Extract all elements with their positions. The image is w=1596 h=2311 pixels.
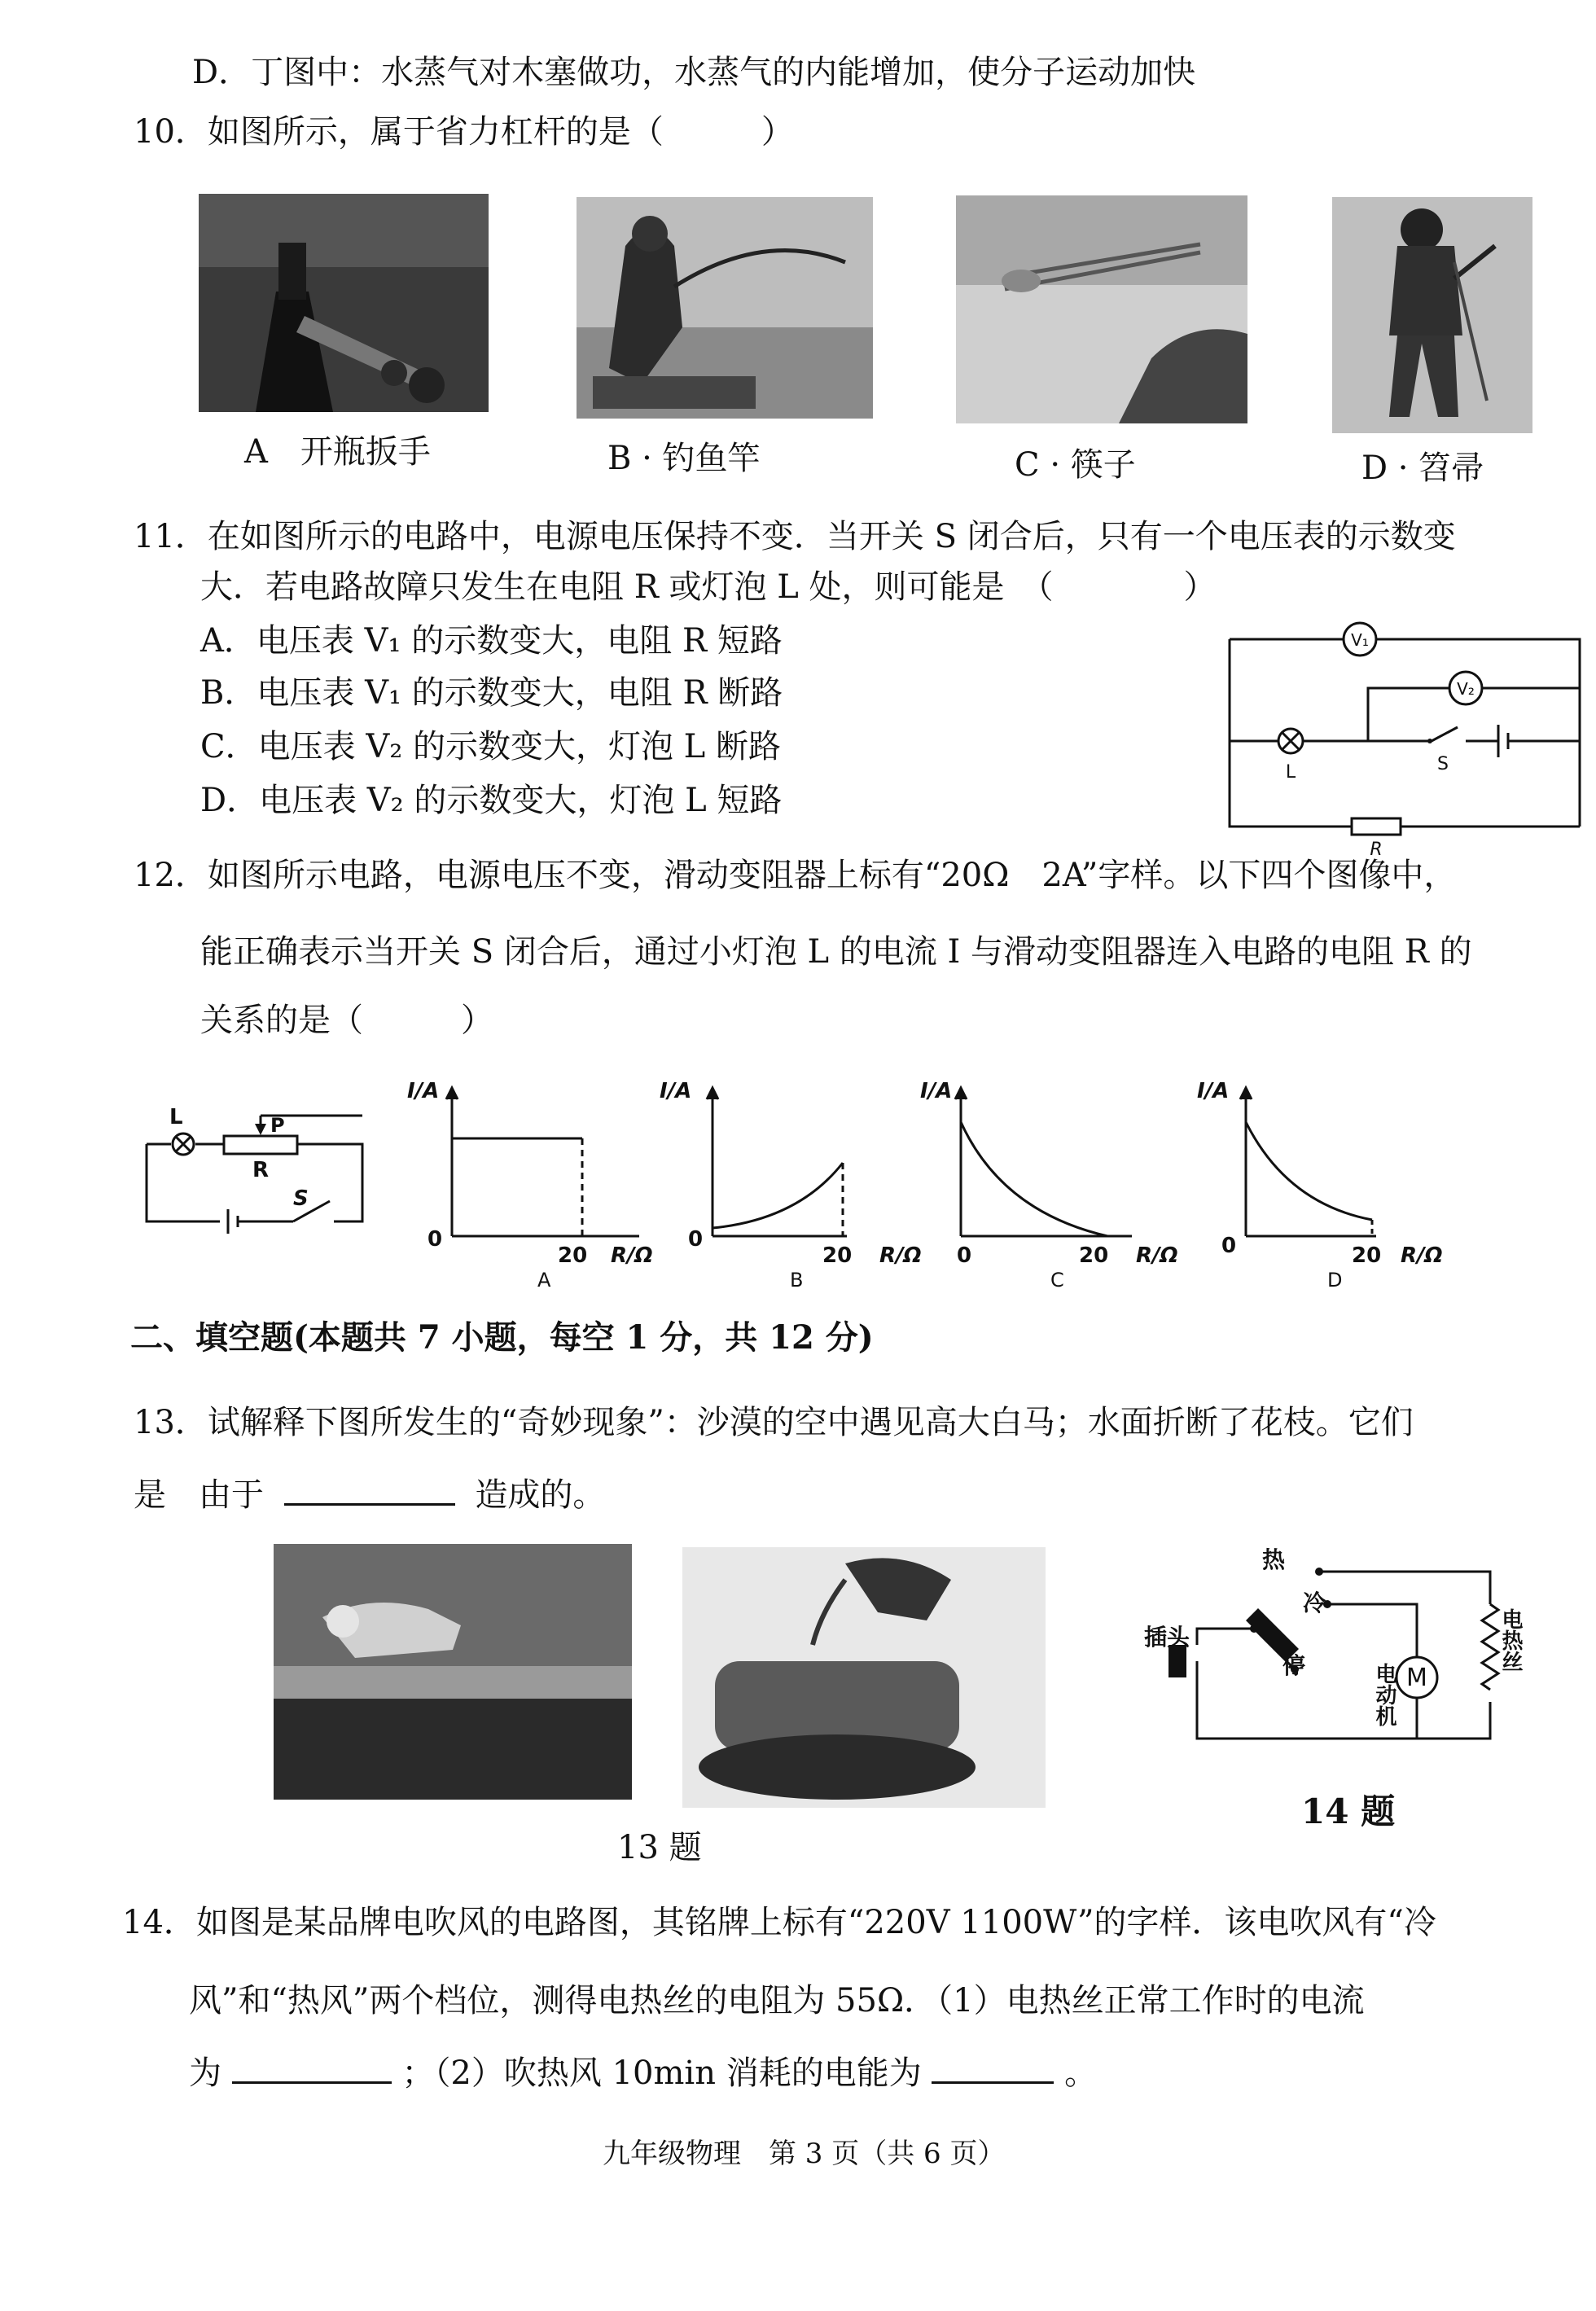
q11-stem-line1: 11．在如图所示的电路中，电源电压保持不变．当开关 S 闭合后，只有一个电压表的示数变 bbox=[134, 518, 1456, 555]
graph-a-ylabel: I/A bbox=[407, 1079, 440, 1103]
q10-caption-c: C · 筷子 bbox=[1015, 446, 1136, 484]
q11-label-switch: S bbox=[1437, 754, 1449, 774]
q11-option-c: C．电压表 V₂ 的示数变大，灯泡 L 断路 bbox=[200, 728, 781, 765]
q10-caption-d: D · 笤帚 bbox=[1361, 449, 1484, 487]
q14-line1: 14．如图是某品牌电吹风的电路图，其铭牌上标有“220V 1100W”的字样．该电吹风有“冷 bbox=[122, 1904, 1436, 1941]
q12-circuit-diagram bbox=[130, 1099, 383, 1238]
graph-b-origin: 0 bbox=[688, 1227, 704, 1252]
q12-label-switch: S bbox=[293, 1186, 309, 1211]
graph-c-origin: 0 bbox=[957, 1243, 972, 1268]
q12-line1: 12．如图所示电路，电源电压不变，滑动变阻器上标有“20Ω 2A”字样。以下四个图像中， bbox=[134, 857, 1457, 894]
photo-bent-branch bbox=[682, 1547, 1046, 1808]
q14-line3-suffix: 。 bbox=[1064, 2054, 1098, 2092]
graph-b-xtick: 20 bbox=[822, 1243, 853, 1268]
q11-stem-line2: 大．若电路故障只发生在电阻 R 或灯泡 L 处，则可能是 （ ） bbox=[200, 568, 1217, 606]
q10-caption-b: B · 钓鱼竿 bbox=[607, 440, 761, 477]
q13-line1: 13．试解释下图所发生的“奇妙现象”：沙漠的空中遇见高大白马；水面折断了花枝。它们 bbox=[134, 1404, 1414, 1441]
q11-option-a: A．电压表 V₁ 的示数变大，电阻 R 短路 bbox=[200, 622, 783, 660]
q12-line3: 关系的是（ ） bbox=[200, 1002, 493, 1039]
graph-a-xlabel: R/Ω bbox=[611, 1243, 653, 1268]
graph-a-label: A bbox=[537, 1269, 551, 1291]
q11-option-d: D．电压表 V₂ 的示数变大，灯泡 L 短路 bbox=[200, 782, 783, 819]
q11-option-b: B．电压表 V₁ 的示数变大，电阻 R 断路 bbox=[200, 674, 783, 712]
graph-b bbox=[651, 1073, 945, 1301]
page-footer: 九年级物理 第 3 页（共 6 页） bbox=[603, 2138, 1006, 2170]
q14-label-plug: 插头 bbox=[1144, 1624, 1190, 1651]
graph-a-xtick: 20 bbox=[558, 1243, 588, 1268]
q12-label-slider: P bbox=[270, 1114, 285, 1137]
q9-option-d: D．丁图中：水蒸气对木塞做功，水蒸气的内能增加，使分子运动加快 bbox=[192, 54, 1196, 91]
q14-answer-blank-1[interactable] bbox=[232, 2052, 392, 2084]
graph-c-xtick: 20 bbox=[1079, 1243, 1109, 1268]
q13-answer-blank[interactable] bbox=[284, 1474, 455, 1506]
q14-caption: 14 题 bbox=[1301, 1791, 1396, 1831]
graph-b-xlabel: R/Ω bbox=[879, 1243, 922, 1268]
q14-line2: 风”和“热风”两个档位，测得电热丝的电阻为 55Ω．（1）电热丝正常工作时的电流 bbox=[189, 1982, 1365, 2019]
q12-line2: 能正确表示当开关 S 闭合后，通过小灯泡 L 的电流 I 与滑动变阻器连入电路的电阻 R 的 bbox=[200, 933, 1472, 971]
graph-c-xlabel: R/Ω bbox=[1136, 1243, 1178, 1268]
graph-c bbox=[920, 1073, 1213, 1301]
q14-motor-symbol: M bbox=[1406, 1664, 1427, 1692]
q11-label-lamp: L bbox=[1285, 762, 1296, 783]
q11-label-resistor: R bbox=[1370, 840, 1383, 860]
q12-label-lamp: L bbox=[169, 1105, 183, 1129]
q13-line2-suffix: 造成的。 bbox=[475, 1476, 606, 1514]
graph-b-label: B bbox=[790, 1269, 804, 1291]
photo-mirage-horse bbox=[274, 1544, 632, 1800]
q14-circuit-diagram bbox=[1140, 1539, 1523, 1767]
photo-chopsticks bbox=[956, 195, 1247, 423]
q13-line2-prefix: 是 由于 bbox=[134, 1476, 264, 1514]
q14-label-hot: 热 bbox=[1262, 1546, 1286, 1573]
q14-label-heater: 电热丝 bbox=[1498, 1608, 1523, 1672]
graph-a-origin: 0 bbox=[428, 1227, 443, 1252]
q14-line3-mid: ；（2）吹热风 10min 消耗的电能为 bbox=[401, 2054, 922, 2092]
q11-label-v1: V₁ bbox=[1351, 630, 1369, 650]
q14-line3-prefix: 为 bbox=[189, 2054, 221, 2092]
q10-caption-a: A 开瓶扳手 bbox=[244, 433, 431, 471]
graph-d-label: D bbox=[1327, 1269, 1343, 1291]
q13-line2 bbox=[134, 1474, 605, 1515]
photo-bottle-opener bbox=[199, 194, 489, 412]
q11-circuit-diagram bbox=[1221, 623, 1588, 859]
graph-d-xlabel: R/Ω bbox=[1401, 1243, 1443, 1268]
graph-d-xtick: 20 bbox=[1352, 1243, 1382, 1268]
photo-fishing-rod bbox=[577, 197, 873, 419]
q14-label-stop: 停 bbox=[1282, 1652, 1306, 1679]
q14-label-cold: 冷 bbox=[1303, 1590, 1326, 1616]
q11-label-v2: V₂ bbox=[1457, 679, 1475, 699]
graph-d-origin: 0 bbox=[1221, 1234, 1237, 1258]
graph-c-label: C bbox=[1050, 1269, 1064, 1291]
q14-label-motor: 电动机 bbox=[1372, 1663, 1396, 1726]
q10-stem: 10．如图所示，属于省力杠杆的是（ ） bbox=[134, 113, 794, 151]
photo-broom bbox=[1332, 197, 1532, 433]
graph-b-ylabel: I/A bbox=[660, 1079, 692, 1103]
graph-c-ylabel: I/A bbox=[920, 1079, 953, 1103]
q14-line3 bbox=[189, 2052, 1097, 2094]
graph-d-ylabel: I/A bbox=[1197, 1079, 1230, 1103]
graph-d bbox=[1197, 1073, 1490, 1301]
q13-caption: 13 题 bbox=[617, 1829, 702, 1866]
section-title: 二、填空题(本题共 7 小题，每空 1 分，共 12 分) bbox=[130, 1318, 874, 1357]
q12-label-resistor: R bbox=[252, 1158, 270, 1182]
graph-a bbox=[391, 1073, 684, 1301]
q14-answer-blank-2[interactable] bbox=[932, 2052, 1054, 2084]
